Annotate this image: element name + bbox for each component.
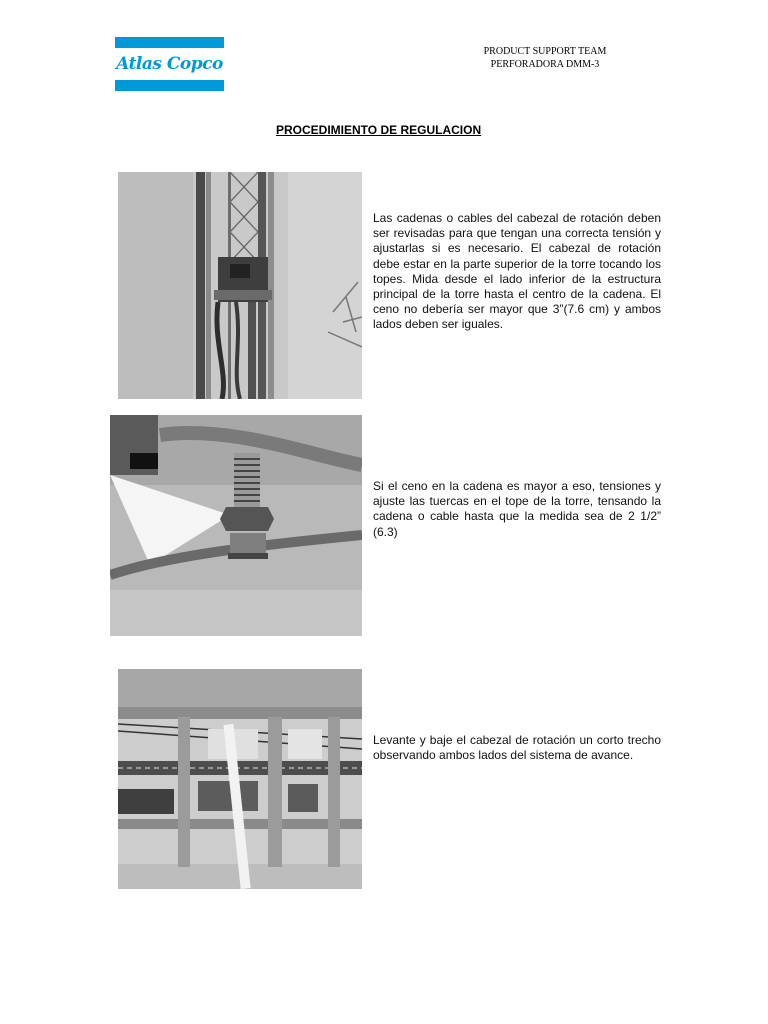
section-3-text: Levante y baje el cabezal de rotación un corto trecho observando ambos lados del sistema de avance.: [373, 733, 661, 763]
atlas-copco-logo: [115, 37, 224, 91]
document-header: [450, 45, 640, 71]
chain-nut-photo: [110, 415, 362, 636]
logo-bottom-bar: [115, 80, 224, 91]
drill-tower-photo: [118, 172, 362, 399]
drill-tower-illustration: [118, 172, 362, 399]
page-title: PROCEDIMIENTO DE REGULACION: [276, 123, 482, 137]
header-subtitle: PERFORADORA DMM-3: [490, 59, 600, 70]
section-2-text: Si el ceno en la cadena es mayor a eso, tensiones y ajuste las tuercas en el tope de la torre, tensando la cadena o cable hasta que la medida sea de 2 1/2” (6.3): [373, 479, 661, 539]
feed-system-photo: [118, 669, 362, 889]
chain-nut-illustration: [110, 415, 362, 636]
logo-wordmark: Atlas Copco: [116, 54, 223, 74]
feed-system-illustration: [118, 669, 362, 889]
logo-top-bar: [115, 37, 224, 48]
section-1-text: Las cadenas o cables del cabezal de rotación deben ser revisadas para que tengan una correcta tensión y ajustarlas si es necesario. El cabezal de rotación debe estar en la parte superior de la torre tocando los topes. Mida desde el lado inferior de la estructura principal de la torre hasta el centro de la cadena. El ceno no debería ser mayor que 3”(7.6 cm) y ambos lados deben ser iguales.: [373, 211, 661, 332]
header-team: PRODUCT SUPPORT TEAM: [483, 46, 607, 57]
